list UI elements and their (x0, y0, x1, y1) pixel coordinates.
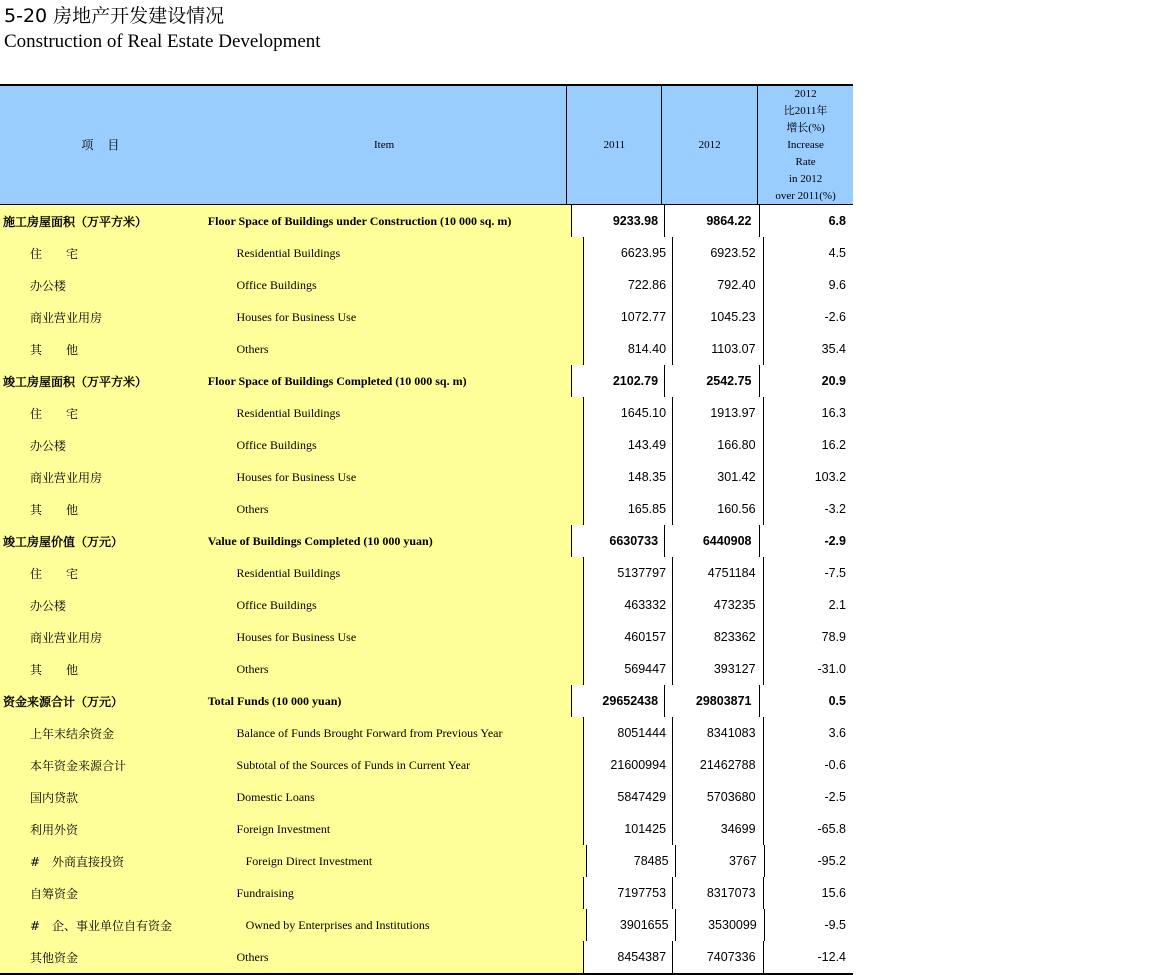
value-2011: 460157 (583, 621, 672, 653)
increase-rate: 6.8 (759, 205, 853, 237)
value-2011: 148.35 (583, 461, 672, 493)
row-label-en: Houses for Business Use (222, 461, 583, 493)
value-2012: 34699 (672, 813, 762, 845)
value-2011: 814.40 (583, 333, 672, 365)
value-2011: 8454387 (583, 941, 672, 973)
increase-rate: 78.9 (763, 621, 853, 653)
row-label-en: Office Buildings (222, 429, 583, 461)
value-2012: 5703680 (672, 781, 762, 813)
increase-rate: -31.0 (763, 653, 853, 685)
table-header (0, 86, 853, 205)
header-2012: 2012 (661, 86, 757, 204)
value-2012: 29803871 (664, 685, 758, 717)
row-label-cn: 住 宅 (0, 397, 222, 429)
table-row (0, 525, 853, 557)
increase-rate: -2.6 (763, 301, 853, 333)
row-label-cn: 施工房屋面积（万平方米） (0, 205, 204, 237)
value-2011: 1645.10 (583, 397, 672, 429)
row-label-cn: 商业营业用房 (0, 621, 222, 653)
increase-rate: 9.6 (763, 269, 853, 301)
value-2011: 29652438 (571, 685, 664, 717)
increase-rate: 3.6 (763, 717, 853, 749)
increase-rate: -65.8 (763, 813, 853, 845)
value-2012: 6923.52 (672, 237, 762, 269)
table-row (0, 781, 853, 813)
table-row (0, 205, 853, 237)
value-2011: 5847429 (583, 781, 672, 813)
row-label-en: Value of Buildings Completed (10 000 yuan) (204, 525, 571, 557)
table-row (0, 845, 853, 877)
row-label-en: Others (222, 941, 583, 973)
table-row (0, 941, 853, 973)
value-2011: 165.85 (583, 493, 672, 525)
increase-rate: -12.4 (763, 941, 853, 973)
row-label-cn: # 外商直接投资 (0, 845, 219, 877)
row-label-cn: 其 他 (0, 333, 222, 365)
row-label-en: Office Buildings (222, 589, 583, 621)
header-increase-rate: 2012 比2011年 增长(%) Increase Rate in 2012 over 2011(%) (757, 86, 853, 204)
row-label-en: Houses for Business Use (222, 301, 583, 333)
increase-rate: 20.9 (759, 365, 853, 397)
page-title-cn: 5-20 房地产开发建设情况 (4, 5, 225, 27)
row-label-en: Others (222, 653, 583, 685)
row-label-en: Houses for Business Use (222, 621, 583, 653)
row-label-cn: 国内贷款 (0, 781, 222, 813)
value-2011: 101425 (583, 813, 672, 845)
increase-rate: 35.4 (763, 333, 853, 365)
value-2012: 393127 (672, 653, 762, 685)
row-label-en: Residential Buildings (222, 237, 583, 269)
increase-rate: 16.3 (763, 397, 853, 429)
row-label-cn: 商业营业用房 (0, 461, 222, 493)
row-label-cn: # 企、事业单位自有资金 (0, 909, 219, 941)
value-2011: 3901655 (586, 909, 674, 941)
value-2011: 722.86 (583, 269, 672, 301)
increase-rate: 15.6 (763, 877, 853, 909)
value-2012: 9864.22 (664, 205, 758, 237)
table-row (0, 365, 853, 397)
row-label-cn: 办公楼 (0, 269, 222, 301)
table-row (0, 333, 853, 365)
row-label-en: Total Funds (10 000 yuan) (204, 685, 571, 717)
table-row (0, 557, 853, 589)
row-label-en: Balance of Funds Brought Forward from Previous Year (222, 717, 583, 749)
increase-rate: -2.9 (759, 525, 853, 557)
value-2012: 2542.75 (664, 365, 758, 397)
value-2011: 1072.77 (583, 301, 672, 333)
value-2012: 1913.97 (672, 397, 762, 429)
data-table (0, 84, 853, 975)
increase-rate: -3.2 (763, 493, 853, 525)
row-label-cn: 上年末结余资金 (0, 717, 222, 749)
value-2012: 823362 (672, 621, 762, 653)
value-2011: 6630733 (571, 525, 664, 557)
value-2012: 7407336 (672, 941, 762, 973)
row-label-en: Foreign Investment (222, 813, 583, 845)
value-2012: 6440908 (664, 525, 758, 557)
value-2011: 6623.95 (583, 237, 672, 269)
value-2012: 8341083 (672, 717, 762, 749)
value-2012: 473235 (672, 589, 762, 621)
row-label-cn: 商业营业用房 (0, 301, 222, 333)
row-label-cn: 资金来源合计（万元） (0, 685, 204, 717)
row-label-en: Others (222, 333, 583, 365)
row-label-cn: 竣工房屋面积（万平方米） (0, 365, 204, 397)
value-2011: 2102.79 (571, 365, 664, 397)
value-2012: 166.80 (672, 429, 762, 461)
table-row (0, 909, 853, 941)
increase-rate: 4.5 (763, 237, 853, 269)
value-2011: 143.49 (583, 429, 672, 461)
table-row (0, 493, 853, 525)
row-label-en: Others (222, 493, 583, 525)
row-label-cn: 竣工房屋价值（万元） (0, 525, 204, 557)
increase-rate: 2.1 (763, 589, 853, 621)
row-label-cn: 住 宅 (0, 237, 222, 269)
row-label-en: Residential Buildings (222, 557, 583, 589)
header-item-cn: 项 目 (81, 137, 121, 152)
value-2012: 160.56 (672, 493, 762, 525)
table-row (0, 429, 853, 461)
row-label-cn: 其他资金 (0, 941, 222, 973)
increase-rate: -0.6 (763, 749, 853, 781)
value-2012: 792.40 (672, 269, 762, 301)
row-label-en: Residential Buildings (222, 397, 583, 429)
increase-rate: -95.2 (764, 845, 853, 877)
value-2011: 463332 (583, 589, 672, 621)
table-row (0, 717, 853, 749)
row-label-en: Floor Space of Buildings Completed (10 000 sq. m) (204, 365, 571, 397)
row-label-en: Domestic Loans (222, 781, 583, 813)
increase-rate: -9.5 (764, 909, 853, 941)
value-2011: 9233.98 (571, 205, 664, 237)
row-label-en: Foreign Direct Investment (219, 845, 587, 877)
value-2012: 1103.07 (672, 333, 762, 365)
table-row (0, 397, 853, 429)
row-label-en: Floor Space of Buildings under Construction (10 000 sq. m) (204, 205, 571, 237)
row-label-cn: 其 他 (0, 653, 222, 685)
table-row (0, 877, 853, 909)
value-2012: 3530099 (675, 909, 764, 941)
row-label-en: Owned by Enterprises and Institutions (219, 909, 587, 941)
value-2012: 8317073 (672, 877, 762, 909)
table-row (0, 589, 853, 621)
header-2011: 2011 (566, 86, 661, 204)
table-row (0, 301, 853, 333)
page-title-en: Construction of Real Estate Development (4, 31, 321, 52)
value-2012: 21462788 (672, 749, 762, 781)
value-2012: 1045.23 (672, 301, 762, 333)
increase-rate: 0.5 (759, 685, 853, 717)
table-row (0, 653, 853, 685)
row-label-cn: 本年资金来源合计 (0, 749, 222, 781)
value-2011: 8051444 (583, 717, 672, 749)
value-2012: 4751184 (672, 557, 762, 589)
row-label-cn: 办公楼 (0, 589, 222, 621)
value-2011: 78485 (586, 845, 674, 877)
row-label-en: Fundraising (222, 877, 583, 909)
value-2012: 301.42 (672, 461, 762, 493)
increase-rate: 103.2 (763, 461, 853, 493)
value-2011: 569447 (583, 653, 672, 685)
table-body (0, 205, 853, 973)
table-row (0, 813, 853, 845)
value-2011: 7197753 (583, 877, 672, 909)
increase-rate: -7.5 (763, 557, 853, 589)
row-label-en: Subtotal of the Sources of Funds in Current Year (222, 749, 583, 781)
row-label-cn: 住 宅 (0, 557, 222, 589)
increase-rate: -2.5 (763, 781, 853, 813)
header-item-en: Item (373, 138, 395, 151)
value-2012: 3767 (675, 845, 764, 877)
table-row (0, 237, 853, 269)
table-row (0, 621, 853, 653)
row-label-cn: 办公楼 (0, 429, 222, 461)
value-2011: 21600994 (583, 749, 672, 781)
table-row (0, 269, 853, 301)
row-label-cn: 自筹资金 (0, 877, 222, 909)
table-row (0, 749, 853, 781)
table-row (0, 461, 853, 493)
row-label-cn: 利用外资 (0, 813, 222, 845)
value-2011: 5137797 (583, 557, 672, 589)
row-label-en: Office Buildings (222, 269, 583, 301)
increase-rate: 16.2 (763, 429, 853, 461)
table-row (0, 685, 853, 717)
row-label-cn: 其 他 (0, 493, 222, 525)
